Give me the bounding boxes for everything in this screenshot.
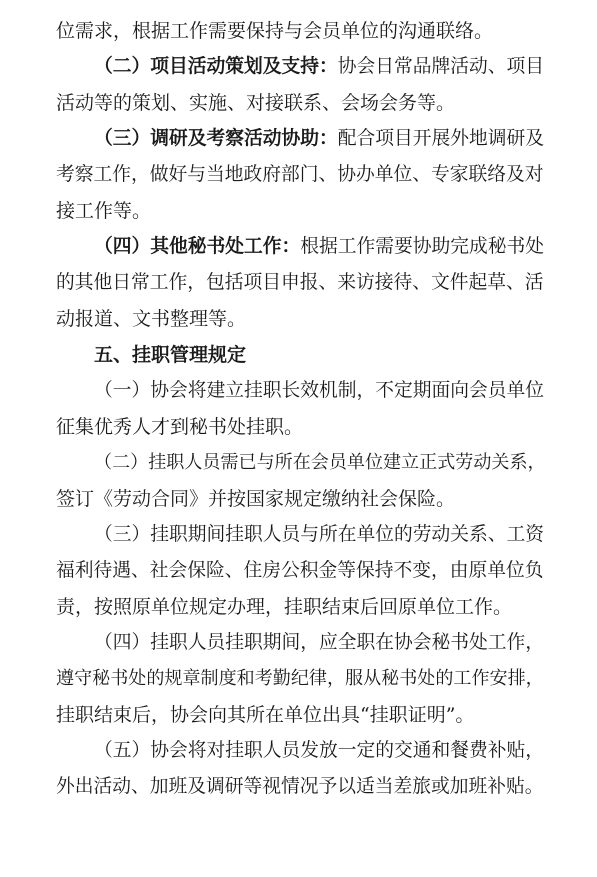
- text-line: [56, 769, 544, 805]
- text-line: [56, 229, 544, 265]
- line-text: 考察工作，做好与当地政府部门、协办单位、专家联络及对: [56, 164, 544, 185]
- text-line: [56, 193, 544, 229]
- text-line: [56, 13, 544, 49]
- text-line: [56, 409, 544, 445]
- line-text: 遵守秘书处的规章制度和考勤纪律，服从秘书处的工作安排，: [56, 668, 544, 689]
- text-line: [56, 553, 544, 589]
- line-text: （五）协会将对挂职人员发放一定的交通和餐费补贴，: [94, 740, 544, 761]
- text-line: [56, 589, 544, 625]
- line-text: （三）挂职期间挂职人员与所在单位的劳动关系、工资: [94, 524, 544, 545]
- text-line: [56, 373, 544, 409]
- line-text: （二）挂职人员需已与所在会员单位建立正式劳动关系，: [94, 452, 546, 473]
- text-line: [56, 49, 544, 85]
- item-heading: （四）其他秘书处工作：: [94, 236, 301, 257]
- line-text: 福利待遇、社会保险、住房公积金等保持不变，由原单位负: [56, 560, 544, 581]
- line-text: 的其他日常工作，包括项目申报、来访接待、文件起草、活: [56, 272, 544, 293]
- line-text: （一）协会将建立挂职长效机制，不定期面向会员单位: [94, 380, 544, 401]
- text-line: [56, 481, 544, 517]
- line-text: 根据工作需要协助完成秘书处: [300, 236, 544, 257]
- line-text: 征集优秀人才到秘书处挂职。: [56, 416, 304, 438]
- text-line: [56, 301, 544, 337]
- item-heading: （三）调研及考察活动协助：: [94, 128, 338, 149]
- text-line: [56, 157, 544, 193]
- text-line: [56, 625, 544, 661]
- line-text: 协会日常品牌活动、项目: [337, 56, 544, 77]
- line-text: 责，按照原单位规定办理，挂职结束后回原单位工作。: [56, 596, 513, 618]
- text-line: [56, 733, 544, 769]
- text-line: [56, 445, 544, 481]
- line-text: （四）挂职人员挂职期间，应全职在协会秘书处工作，: [94, 632, 544, 653]
- text-line: [56, 661, 544, 697]
- text-line: [56, 697, 544, 733]
- text-line: [56, 265, 544, 301]
- line-text: 配合项目开展外地调研及: [337, 128, 544, 149]
- item-heading: （二）项目活动策划及支持：: [94, 56, 338, 77]
- document-page: [56, 13, 544, 805]
- line-text: 外出活动、加班及调研等视情况予以适当差旅或加班补贴。: [56, 776, 544, 797]
- text-line: [56, 85, 544, 121]
- line-text: 挂职结束后，协会向其所在单位出具“挂职证明”。: [56, 704, 475, 726]
- text-line: [56, 517, 544, 553]
- line-text: 签订《劳动合同》并按国家规定缴纳社会保险。: [56, 488, 456, 510]
- line-text: 活动等的策划、实施、对接联系、会场会务等。: [56, 92, 456, 114]
- section-heading-line: [56, 337, 544, 373]
- section-heading: 五、挂职管理规定: [94, 344, 247, 366]
- line-text: 接工作等。: [56, 200, 152, 222]
- text-line: [56, 121, 544, 157]
- line-text: 位需求，根据工作需要保持与会员单位的沟通联络。: [56, 20, 494, 42]
- line-text: 动报道、文书整理等。: [56, 308, 247, 330]
